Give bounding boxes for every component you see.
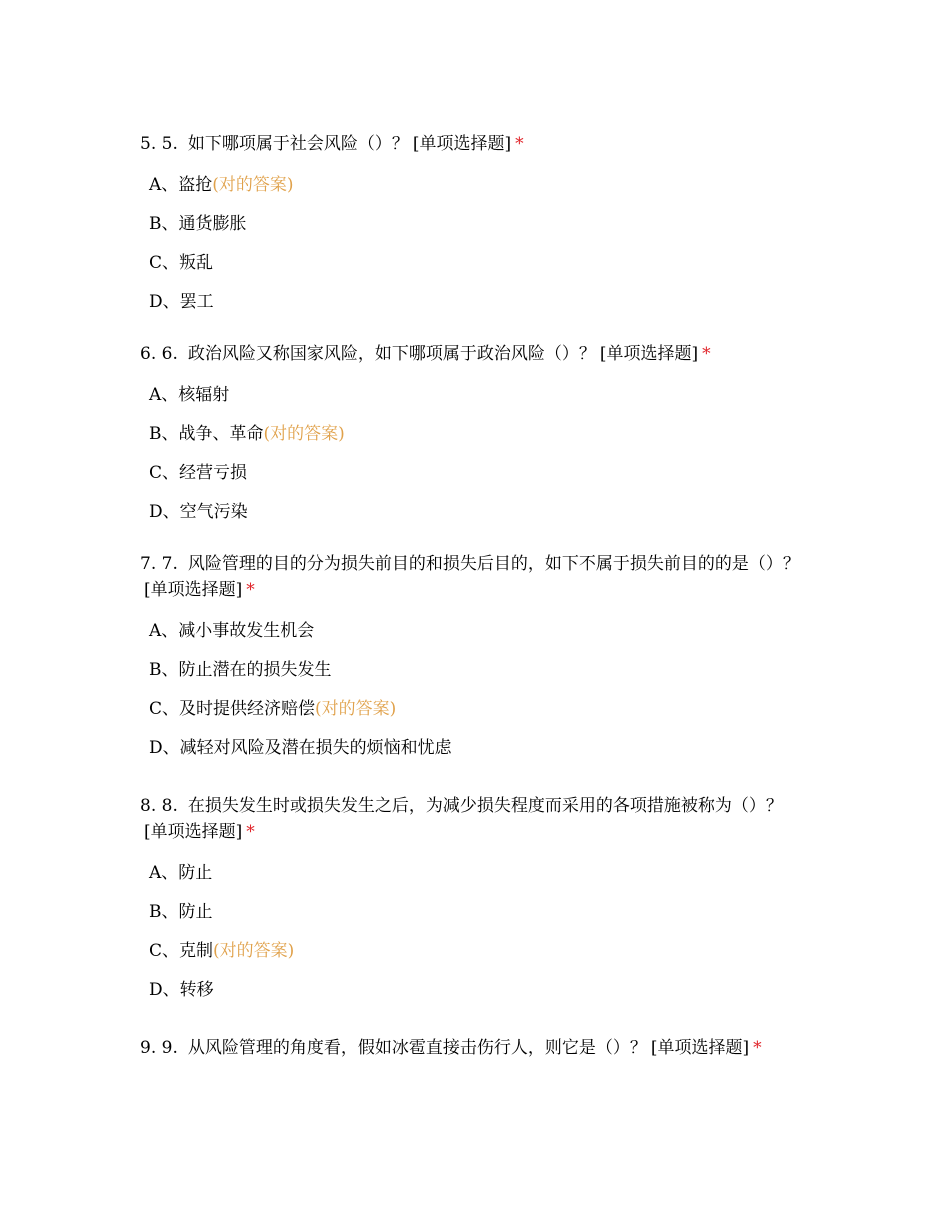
question-type: [单项选择题] bbox=[599, 344, 699, 364]
option-letter: D、 bbox=[149, 738, 180, 758]
option-list bbox=[140, 382, 810, 538]
question-type: [单项选择题] bbox=[412, 134, 512, 154]
question-title bbox=[140, 551, 810, 603]
question-number: 5. 5. bbox=[140, 134, 178, 154]
option-text: 空气污染 bbox=[179, 502, 248, 522]
question-title bbox=[140, 131, 810, 157]
option-c[interactable] bbox=[140, 696, 810, 735]
question-text: 风险管理的目的分为损失前目的和损失后目的，如下不属于损失前目的的是（）？ bbox=[187, 554, 800, 574]
question-type: [单项选择题] bbox=[144, 580, 243, 600]
question-title bbox=[140, 341, 810, 367]
required-mark: * bbox=[753, 1038, 762, 1058]
option-b[interactable] bbox=[140, 899, 810, 938]
option-letter: C、 bbox=[149, 941, 180, 961]
question-type: [单项选择题] bbox=[650, 1038, 750, 1058]
question-text: 在损失发生时或损失发生之后，为减少损失程度而采用的各项措施被称为（）？ bbox=[187, 796, 783, 816]
option-letter: A、 bbox=[149, 175, 179, 195]
question-type: [单项选择题] bbox=[144, 822, 243, 842]
required-mark: * bbox=[702, 344, 711, 364]
option-text: 减轻对风险及潜在损失的烦恼和忧虑 bbox=[179, 738, 452, 758]
option-letter: D、 bbox=[149, 502, 180, 522]
option-letter: B、 bbox=[149, 660, 179, 680]
option-c[interactable] bbox=[140, 938, 810, 977]
required-mark: * bbox=[246, 580, 255, 600]
option-c[interactable] bbox=[140, 250, 810, 289]
question-6 bbox=[140, 341, 810, 538]
option-text: 通货膨胀 bbox=[178, 214, 247, 234]
option-list bbox=[140, 172, 810, 328]
option-text: 减小事故发生机会 bbox=[178, 621, 315, 641]
option-letter: A、 bbox=[149, 621, 179, 641]
option-b[interactable] bbox=[140, 657, 810, 696]
option-a[interactable] bbox=[140, 860, 810, 899]
question-number: 7. 7. bbox=[140, 554, 178, 574]
correct-answer-note: (对的答案) bbox=[213, 941, 295, 961]
option-text: 经营亏损 bbox=[179, 463, 248, 483]
option-letter: C、 bbox=[149, 463, 180, 483]
option-text: 战争、革命 bbox=[178, 424, 264, 444]
option-letter: C、 bbox=[149, 253, 180, 273]
question-title bbox=[140, 793, 810, 845]
option-text: 防止 bbox=[178, 863, 213, 883]
option-letter: D、 bbox=[149, 980, 180, 1000]
question-number: 6. 6. bbox=[140, 344, 178, 364]
option-letter: C、 bbox=[149, 699, 180, 719]
question-text: 如下哪项属于社会风险（）？ bbox=[187, 134, 409, 154]
option-letter: B、 bbox=[149, 902, 179, 922]
option-letter: B、 bbox=[149, 214, 179, 234]
option-list bbox=[140, 860, 810, 1016]
correct-answer-note: (对的答案) bbox=[212, 175, 294, 195]
option-d[interactable] bbox=[140, 735, 810, 774]
option-letter: D、 bbox=[149, 292, 180, 312]
option-text: 核辐射 bbox=[178, 385, 230, 405]
question-text: 政治风险又称国家风险，如下哪项属于政治风险（）？ bbox=[187, 344, 596, 364]
option-a[interactable] bbox=[140, 172, 810, 211]
option-d[interactable] bbox=[140, 289, 810, 328]
option-text: 罢工 bbox=[179, 292, 214, 312]
option-text: 防止潜在的损失发生 bbox=[178, 660, 332, 680]
option-c[interactable] bbox=[140, 460, 810, 499]
correct-answer-note: (对的答案) bbox=[315, 699, 397, 719]
question-9 bbox=[140, 1035, 810, 1061]
option-text: 防止 bbox=[178, 902, 213, 922]
question-5 bbox=[140, 131, 810, 328]
question-number: 9. 9. bbox=[140, 1038, 178, 1058]
question-number: 8. 8. bbox=[140, 796, 178, 816]
option-a[interactable] bbox=[140, 618, 810, 657]
option-text: 及时提供经济赔偿 bbox=[179, 699, 316, 719]
option-letter: A、 bbox=[149, 385, 179, 405]
option-text: 转移 bbox=[179, 980, 214, 1000]
option-letter: A、 bbox=[149, 863, 179, 883]
option-text: 盗抢 bbox=[178, 175, 213, 195]
question-7 bbox=[140, 551, 810, 774]
option-a[interactable] bbox=[140, 382, 810, 421]
option-b[interactable] bbox=[140, 211, 810, 250]
option-b[interactable] bbox=[140, 421, 810, 460]
option-d[interactable] bbox=[140, 977, 810, 1016]
correct-answer-note: (对的答案) bbox=[263, 424, 345, 444]
option-letter: B、 bbox=[149, 424, 179, 444]
required-mark: * bbox=[246, 822, 255, 842]
option-text: 克制 bbox=[179, 941, 214, 961]
question-8 bbox=[140, 793, 810, 1016]
option-d[interactable] bbox=[140, 499, 810, 538]
question-title bbox=[140, 1035, 810, 1061]
required-mark: * bbox=[515, 134, 524, 154]
option-list bbox=[140, 618, 810, 774]
option-text: 叛乱 bbox=[179, 253, 214, 273]
question-text: 从风险管理的角度看，假如冰雹直接击伤行人，则它是（）？ bbox=[187, 1038, 647, 1058]
